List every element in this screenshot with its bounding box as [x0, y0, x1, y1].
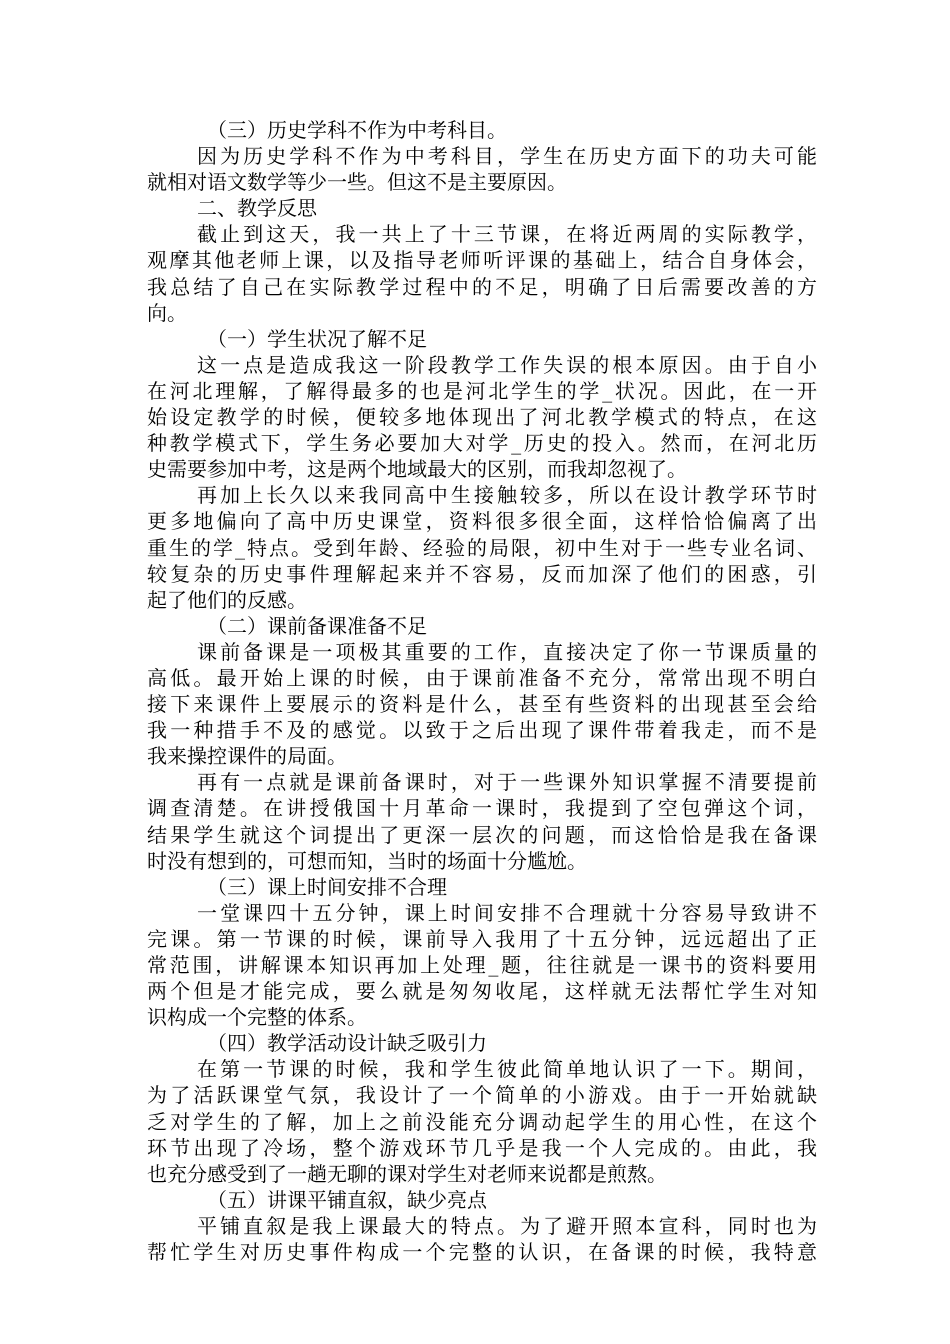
section-heading: （五）讲课平铺直叙，缺少亮点	[207, 1187, 487, 1212]
paragraph-line: 始设定教学的时候，便较多地体现出了河北教学模式的特点，在这	[147, 405, 817, 430]
paragraph-line: 我来操控课件的局面。	[147, 744, 347, 769]
paragraph-line: 重生的学_特点。受到年龄、经验的局限，初中生对于一些专业名词、	[147, 535, 817, 560]
document-body	[147, 117, 817, 1265]
paragraph-line: 再有一点就是课前备课时，对于一些课外知识掌握不清要提前	[197, 770, 817, 795]
paragraph-line: 起了他们的反感。	[147, 587, 307, 612]
paragraph-line: 观摩其他老师上课，以及指导老师听评课的基础上，结合自身体会，	[147, 248, 817, 273]
paragraph-line: 因为历史学科不作为中考科目，学生在历史方面下的功夫可能	[197, 144, 817, 169]
section-heading: （二）课前备课准备不足	[207, 613, 427, 638]
paragraph-line: 调查清楚。在讲授俄国十月革命一课时，我提到了空包弹这个词，	[147, 796, 817, 821]
paragraph-line: 我一种措手不及的感觉。以致于之后出现了课件带着我走，而不是	[147, 718, 817, 743]
paragraph-line: 常范围，讲解课本知识再加上处理_题，往往就是一课书的资料要用	[147, 953, 817, 977]
section-heading: （三）历史学科不作为中考科目。	[207, 118, 507, 142]
paragraph-line: 史需要参加中考，这是两个地域最大的区别，而我却忽视了。	[147, 457, 687, 482]
paragraph-line: 为了活跃课堂气氛，我设计了一个简单的小游戏。由于一开始就缺	[147, 1083, 817, 1108]
paragraph-line: 较复杂的历史事件理解起来并不容易，反而加深了他们的困惑，引	[147, 561, 817, 586]
paragraph-line: 识构成一个完整的体系。	[147, 1005, 367, 1030]
section-heading: 二、教学反思	[197, 196, 317, 221]
paragraph-line: 两个但是才能完成，要么就是匆匆收尾，这样就无法帮忙学生对知	[147, 979, 817, 1004]
paragraph-line: 帮忙学生对历史事件构成一个完整的认识，在备课的时候，我特意	[147, 1240, 817, 1265]
paragraph-line: 在河北理解，了解得最多的也是河北学生的学_状况。因此，在一开	[147, 378, 817, 403]
paragraph-line: 也充分感受到了一趟无聊的课对学生对老师来说都是煎熬。	[147, 1161, 667, 1186]
paragraph-line: 再加上长久以来我同高中生接触较多，所以在设计教学环节时	[197, 483, 817, 508]
paragraph-line: 平铺直叙是我上课最大的特点。为了避开照本宣科，同时也为	[197, 1213, 817, 1238]
paragraph-line: 一堂课四十五分钟，课上时间安排不合理就十分容易导致讲不	[197, 900, 817, 925]
paragraph-line: 时没有想到的，可想而知，当时的场面十分尴尬。	[147, 848, 587, 873]
paragraph-line: 接下来课件上要展示的资料是什么，甚至有些资料的出现甚至会给	[147, 692, 817, 717]
paragraph-line: 结果学生就这个词提出了更深一层次的问题，而这恰恰是我在备课	[147, 822, 817, 847]
paragraph-line: 高低。最开始上课的时候，由于课前准备不充分，常常出现不明白	[147, 665, 817, 690]
paragraph-line: 课前备课是一项极其重要的工作，直接决定了你一节课质量的	[197, 639, 817, 664]
paragraph-line: 在第一节课的时候，我和学生彼此简单地认识了一下。期间，	[197, 1057, 817, 1082]
paragraph-line: 向。	[147, 300, 187, 325]
paragraph-line: 这一点是造成我这一阶段教学工作失误的根本原因。由于自小	[197, 352, 817, 377]
paragraph-line: 更多地偏向了高中历史课堂，资料很多很全面，这样恰恰偏离了出	[147, 509, 817, 534]
section-heading: （一）学生状况了解不足	[207, 326, 427, 351]
paragraph-line: 截止到这天，我一共上了十三节课，在将近两周的实际教学，	[197, 222, 817, 247]
paragraph-line: 我总结了自己在实际教学过程中的不足，明确了日后需要改善的方	[147, 274, 817, 299]
paragraph-line: 就相对语文数学等少一些。但这不是主要原因。	[147, 170, 567, 195]
paragraph-line: 乏对学生的了解，加上之前没能充分调动起学生的用心性，在这个	[147, 1109, 817, 1134]
paragraph-line: 种教学模式下，学生务必要加大对学_历史的投入。然而，在河北历	[147, 431, 817, 456]
section-heading: （四）教学活动设计缺乏吸引力	[207, 1031, 487, 1056]
paragraph-line: 完课。第一节课的时候，课前导入我用了十五分钟，远远超出了正	[147, 926, 817, 951]
paragraph-line: 环节出现了冷场，整个游戏环节几乎是我一个人完成的。由此，我	[147, 1135, 817, 1160]
section-heading: （三）课上时间安排不合理	[207, 874, 447, 899]
